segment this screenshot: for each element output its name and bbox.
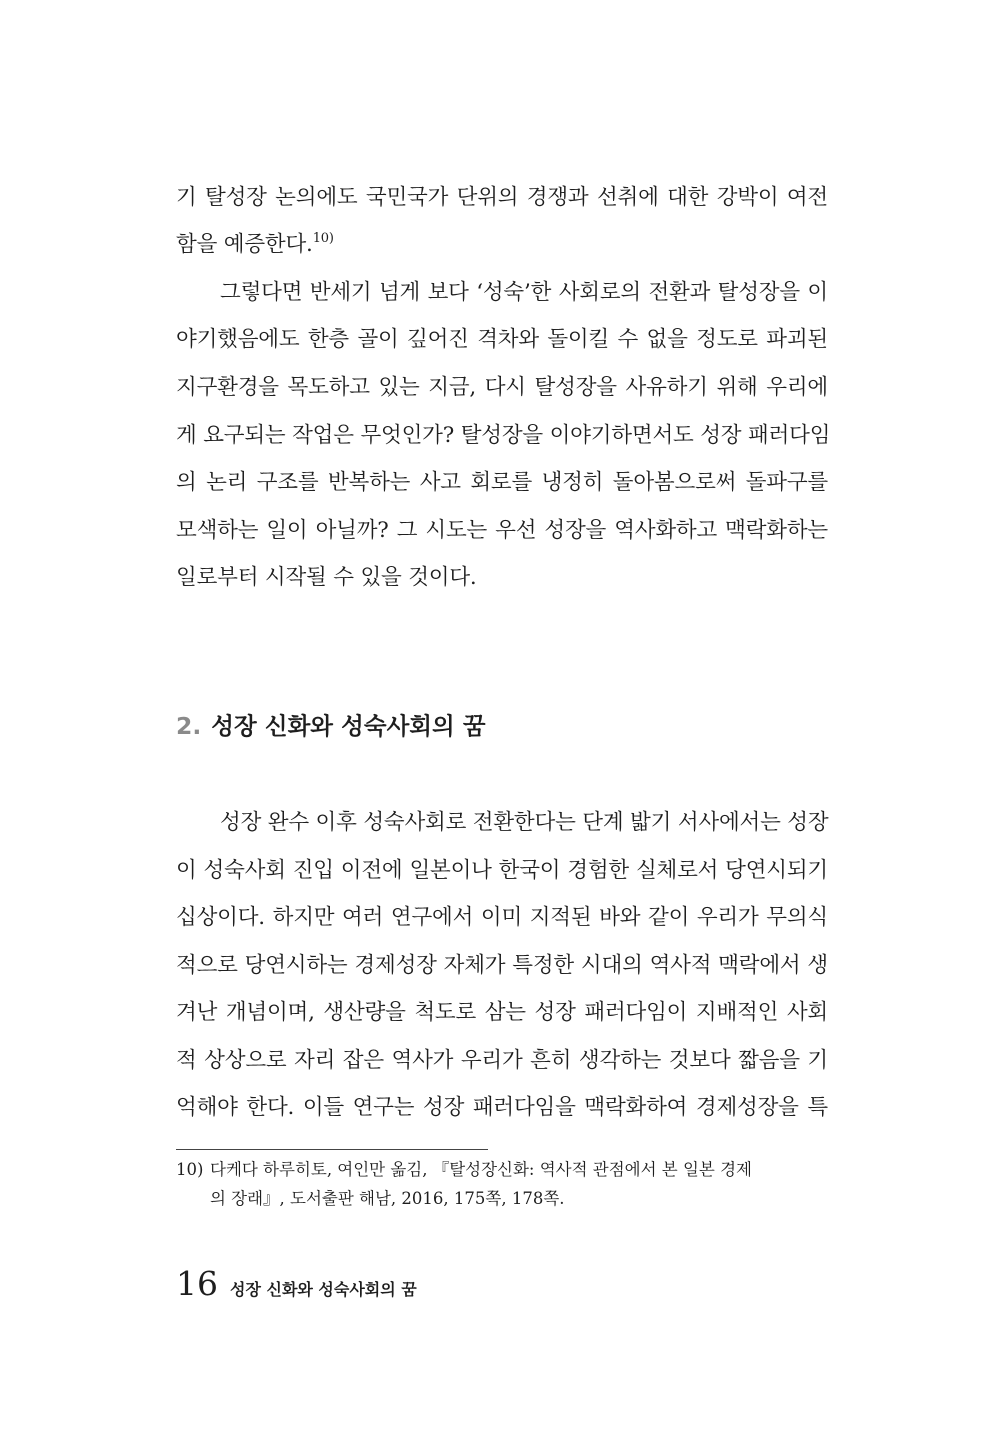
section-heading <box>176 711 486 741</box>
body-text-line: 기 탈성장 논의에도 국민국가 단위의 경쟁과 선취에 대한 강박이 여전 <box>176 185 828 210</box>
body-text-line: 이 성숙사회 진입 이전에 일본이나 한국이 경험한 실체로서 당연시되기 <box>176 858 828 883</box>
body-text-line: 일로부터 시작될 수 있을 것이다. <box>176 565 477 590</box>
body-text-line: 모색하는 일이 아닐까? 그 시도는 우선 성장을 역사화하고 맥락화하는 <box>176 518 828 543</box>
running-title: 성장 신화와 성숙사회의 꿈 <box>230 1280 417 1299</box>
section-title: 성장 신화와 성숙사회의 꿈 <box>211 712 486 740</box>
page-footer <box>176 1264 417 1304</box>
section-number-dot: . <box>192 712 202 740</box>
body-text-line: 게 요구되는 작업은 무엇인가? 탈성장을 이야기하면서도 성장 패러다임 <box>176 423 831 448</box>
page-number: 16 <box>176 1264 218 1303</box>
body-text-line: 지구환경을 목도하고 있는 지금, 다시 탈성장을 사유하기 위해 우리에 <box>176 375 828 400</box>
footnote-number: 10) <box>176 1160 204 1179</box>
footnote-reference: 10) <box>312 231 334 246</box>
body-text-line: 성장 완수 이후 성숙사회로 전환한다는 단계 밟기 서사에서는 성장 <box>220 810 829 835</box>
footnote-line: 의 장래』, 도서출판 해남, 2016, 175쪽, 178쪽. <box>210 1189 565 1208</box>
body-text-line: 적으로 당연시하는 경제성장 자체가 특정한 시대의 역사적 맥락에서 생 <box>176 953 828 978</box>
body-text-line: 억해야 한다. 이들 연구는 성장 패러다임을 맥락화하여 경제성장을 특 <box>176 1095 828 1120</box>
body-text-line: 의 논리 구조를 반복하는 사고 회로를 냉정히 돌아봄으로써 돌파구를 <box>176 470 828 495</box>
body-text-line: 적 상상으로 자리 잡은 역사가 우리가 흔히 생각하는 것보다 짧음을 기 <box>176 1048 828 1073</box>
body-text-fragment: 함을 예증한다. <box>176 232 313 257</box>
body-text-line: 십상이다. 하지만 여러 연구에서 이미 지적된 바와 같이 우리가 무의식 <box>176 905 828 930</box>
footnote-divider <box>176 1149 488 1150</box>
footnote-text: 다케다 하루히토, 여인만 옮김, 『탈성장신화: 역사적 관점에서 본 일본 경제 <box>210 1160 752 1179</box>
footnote-line <box>176 1158 828 1182</box>
body-text-line <box>176 230 828 260</box>
body-text-line: 겨난 개념이며, 생산량을 척도로 삼는 성장 패러다임이 지배적인 사회 <box>176 1000 828 1025</box>
body-text-line: 야기했음에도 한층 골이 깊어진 격차와 돌이킬 수 없을 정도로 파괴된 <box>176 327 828 352</box>
section-number: 2 <box>176 712 193 740</box>
body-text-line: 그렇다면 반세기 넘게 보다 ‘성숙’한 사회로의 전환과 탈성장을 이 <box>220 280 828 305</box>
